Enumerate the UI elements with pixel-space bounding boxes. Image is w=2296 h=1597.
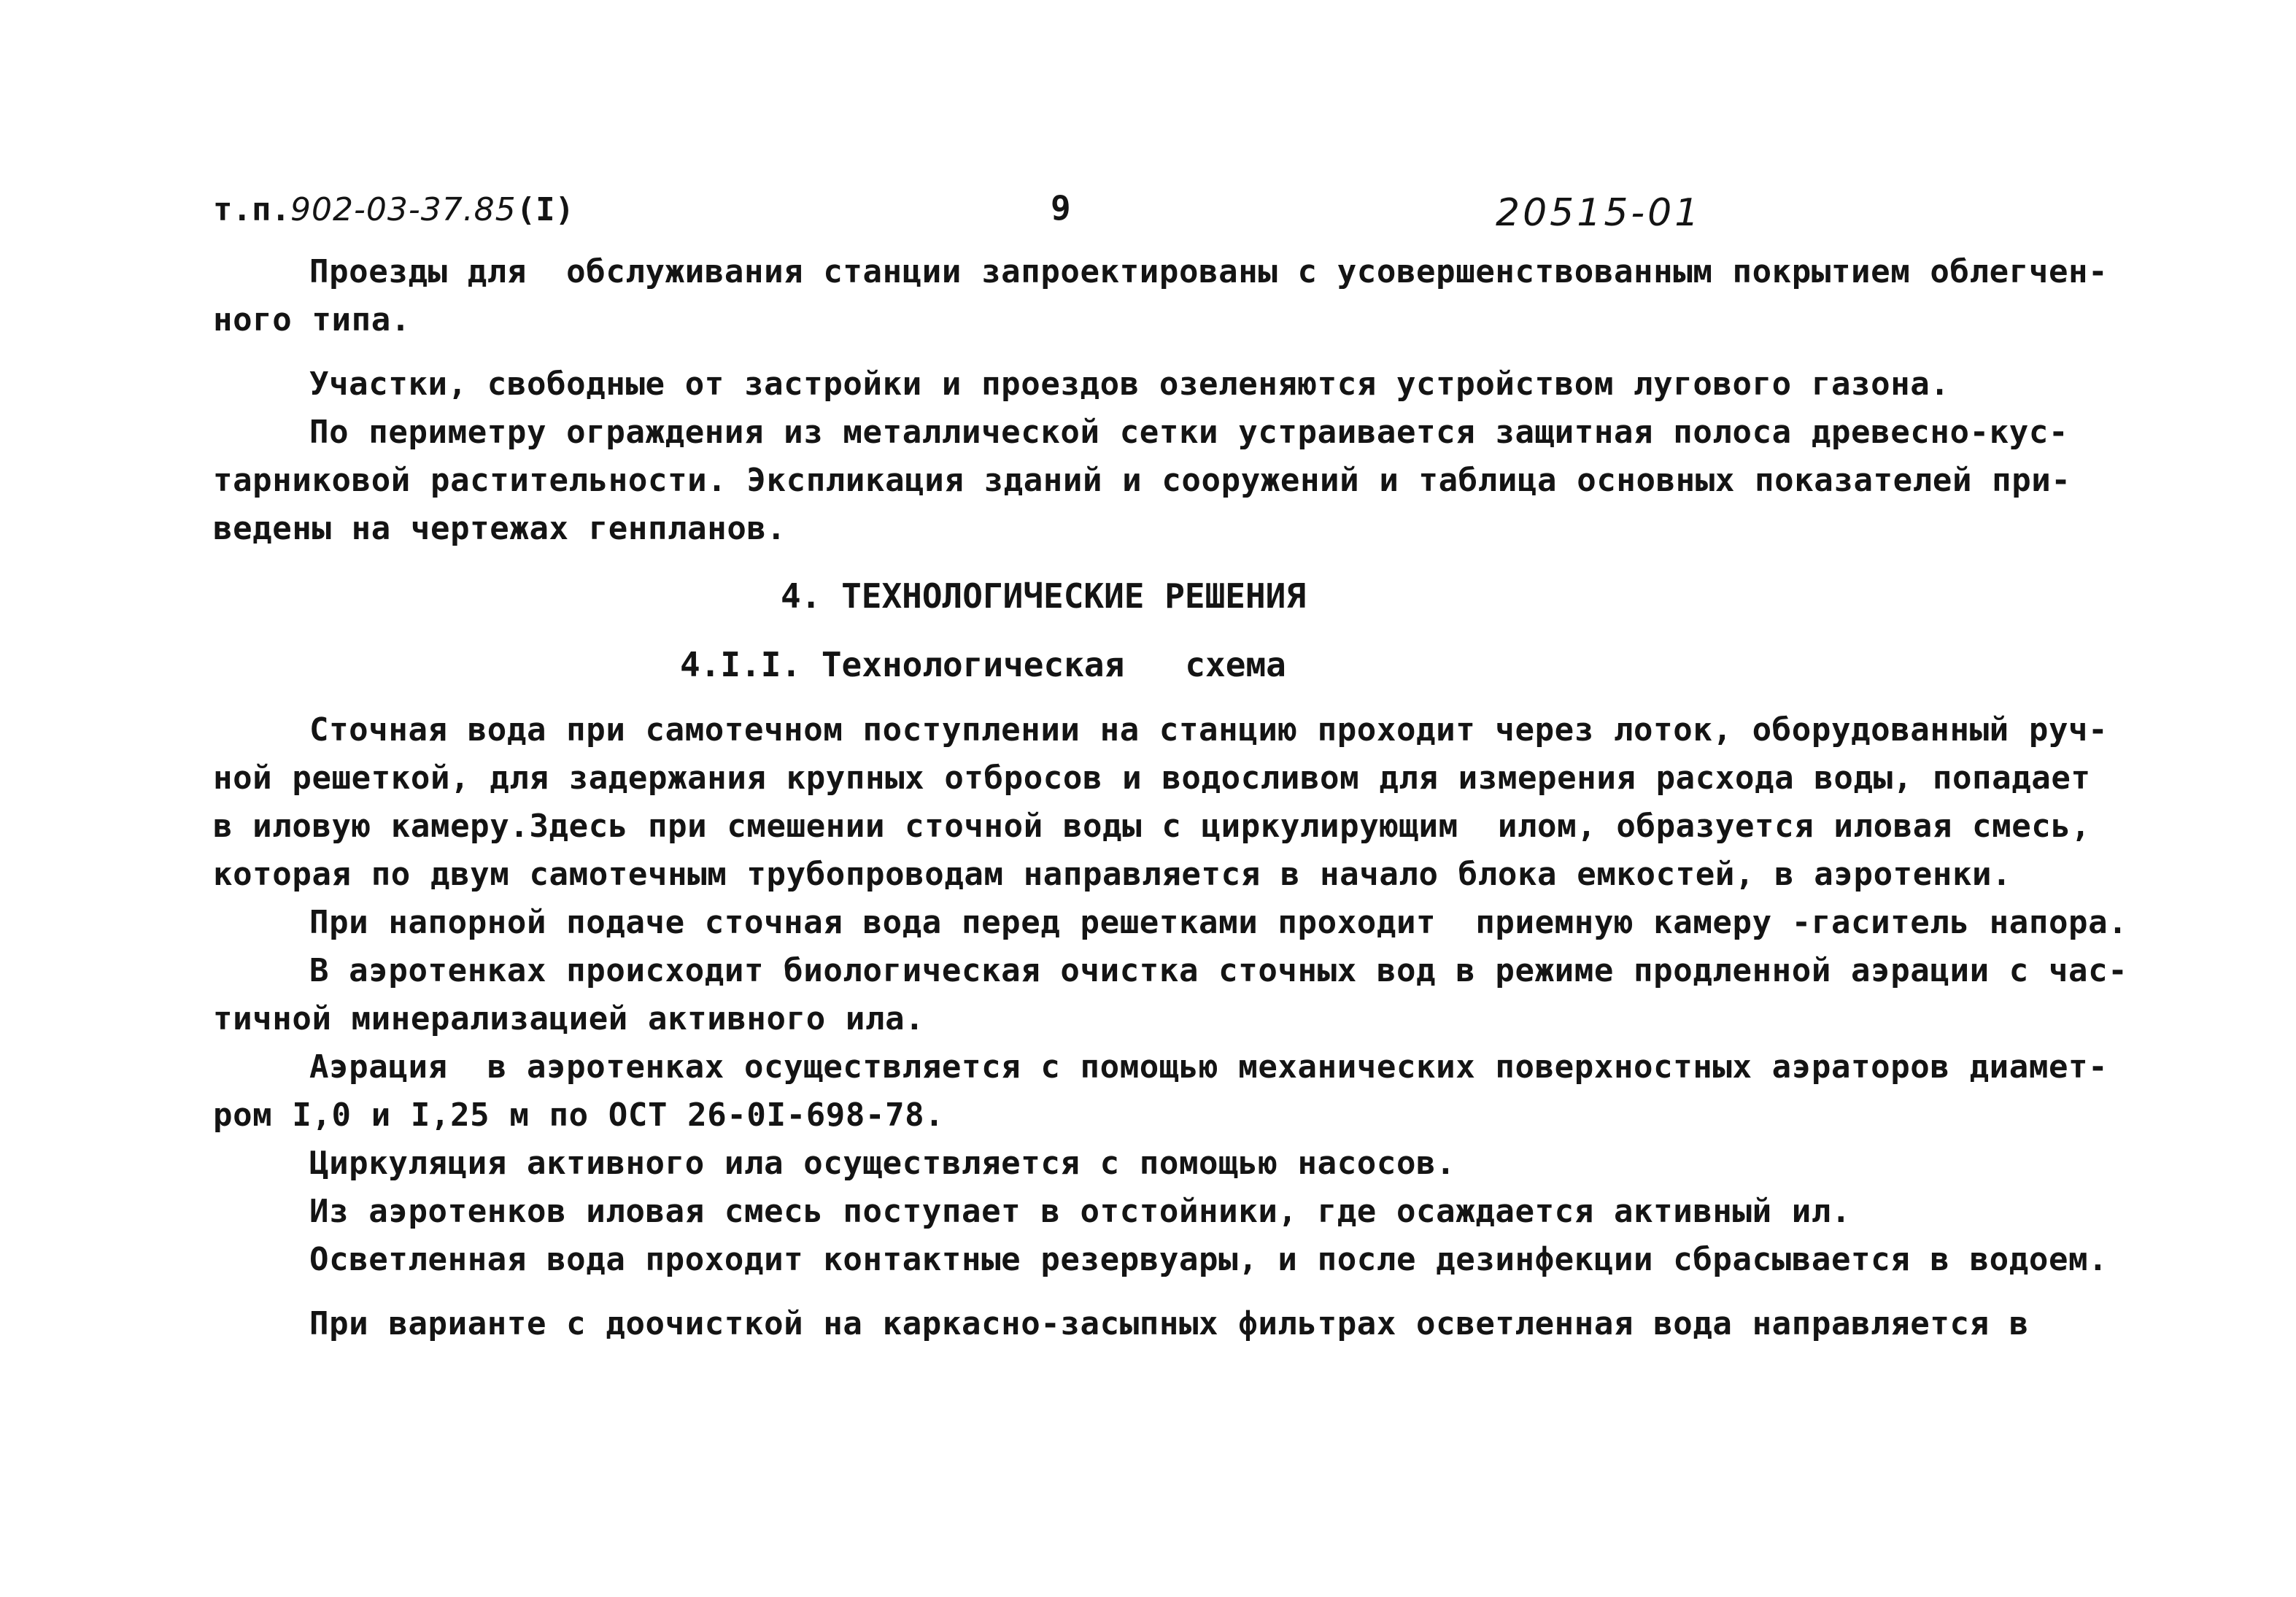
paragraph-perimeter [213,409,2139,553]
paragraph-landscaping [213,360,2139,409]
archive-number: 20515-01 [1496,191,1702,235]
paragraph-pressure-feed [213,899,2139,947]
text-line: Проезды для обслуживания станции запроектированы с усовершенствованным покрытием облегчен- [309,253,2108,290]
document-code [213,191,574,228]
text-line: Сточная вода при самотечном поступлении на станцию проходит через лоток, оборудованный руч- [309,711,2108,749]
text-line: которая по двум самотечным трубопроводам направляется в начало блока емкостей, в аэротенки. [213,856,2012,893]
paragraph-aeration [213,1043,2139,1140]
paragraph-disinfection [213,1236,2139,1284]
text-line: Из аэротенков иловая смесь поступает в отстойники, где осаждается активный ил. [309,1193,1852,1230]
subsection-heading: 4.I.I. Технологическая схема [680,645,1286,684]
text-line: ной решеткой, для задержания крупных отбросов и водосливом для измерения расхода воды, попадает [213,759,2091,797]
text-line: тарниковой растительности. Экспликация зданий и сооружений и таблица основных показателей при- [213,462,2071,499]
text-line: При напорной подаче сточная вода перед решетками проходит приемную камеру -гаситель напора. [309,904,2128,941]
paragraph-biological-treatment [213,947,2139,1043]
text-line: ного типа. [213,301,411,339]
paragraph-filtration [213,1300,2139,1348]
paragraph-circulation [213,1140,2139,1188]
section-heading: 4. ТЕХНОЛОГИЧЕСКИЕ РЕШЕНИЯ [781,576,1307,616]
paragraph-wastewater-flow [213,706,2139,899]
text-line: В аэротенках происходит биологическая очистка сточных вод в режиме продленной аэрации с час- [309,952,2128,989]
text-line: По периметру ограждения из металлической сетки устраивается защитная полоса древесно-кус- [309,414,2069,451]
text-line: ром I,0 и I,25 м по ОСТ 26-0I-698-78. [213,1097,945,1134]
document-code-handwritten: 902-03-37.85 [290,191,517,228]
text-line: Циркуляция активного ила осуществляется с помощью насосов. [309,1145,1456,1182]
text-line: Участки, свободные от застройки и проездов озеленяются устройством лугового газона. [309,366,1950,403]
text-line: Осветленная вода проходит контактные резервуары, и после дезинфекции сбрасывается в водоем. [309,1241,2108,1278]
text-line: Аэрация в аэротенках осуществляется с помощью механических поверхностных аэраторов диамет- [309,1048,2108,1086]
document-code-prefix: т.п. [213,191,290,228]
page-number: 9 [1051,188,1071,228]
text-line: При варианте с доочисткой на каркасно-засыпных фильтрах осветленная вода направляется в [309,1305,2029,1342]
paragraph-settling [213,1188,2139,1236]
body-text [213,248,2139,1348]
text-line: тичной минерализацией активного ила. [213,1000,925,1037]
text-line: в иловую камеру.Здесь при смешении сточной воды с циркулирующим илом, образуется иловая смесь, [213,808,2091,845]
text-line: ведены на чертежах генпланов. [213,510,786,547]
paragraph-driveways [213,248,2139,344]
document-code-suffix: (I) [516,191,575,228]
